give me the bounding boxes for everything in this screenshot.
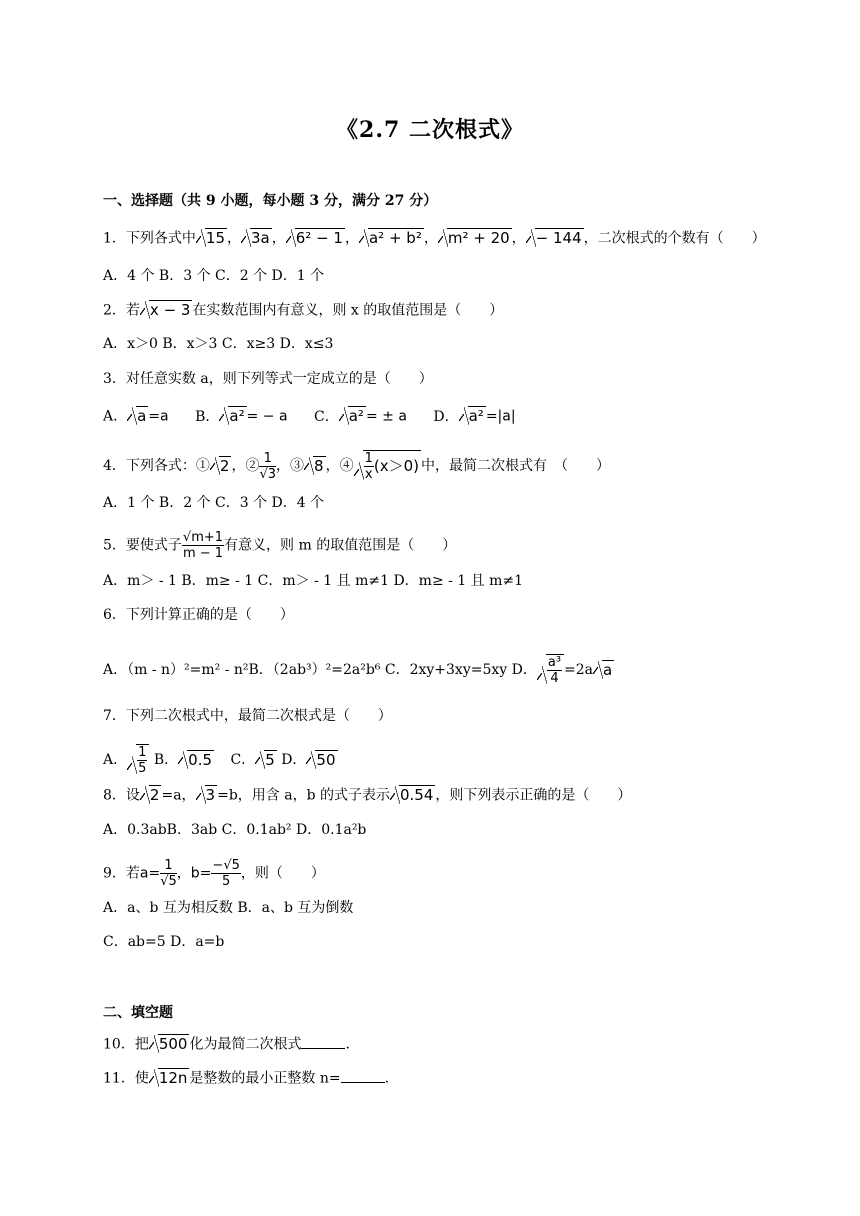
section-multiple-choice-heading: 一、选择题（共 9 小题，每小题 3 分，满分 27 分） bbox=[103, 193, 438, 209]
radical: 3 bbox=[196, 785, 218, 806]
radical: $\frac{1}{5}$ bbox=[127, 744, 149, 776]
radical: a bbox=[127, 406, 148, 427]
answer-blank[interactable] bbox=[301, 1036, 345, 1049]
radical: a² bbox=[219, 406, 246, 427]
question-8-options: A．0.3abB．3ab C．0.1ab² D．0.1a²b bbox=[103, 822, 367, 838]
radical: a² + b² bbox=[359, 228, 424, 249]
question-3: 3．对任意实数 a，则下列等式一定成立的是（ ） bbox=[103, 371, 433, 387]
section-fill-blank-heading: 二、填空题 bbox=[103, 1005, 173, 1021]
radical: 2 bbox=[140, 785, 162, 806]
radical: a² bbox=[339, 406, 366, 427]
radical: $\frac{1}{x}$ (x＞0) bbox=[354, 450, 421, 482]
radical: 3a bbox=[241, 228, 272, 249]
radical: 12n bbox=[149, 1068, 190, 1089]
answer-blank[interactable] bbox=[341, 1070, 385, 1083]
radical: 8 bbox=[304, 456, 326, 477]
radical: a² bbox=[459, 406, 486, 427]
radical: 6² − 1 bbox=[286, 228, 345, 249]
radical: − 144 bbox=[526, 228, 584, 249]
question-1-options: A．4 个 B．3 个 C．2 个 D．1 个 bbox=[103, 268, 325, 284]
question-4-options: A．1 个 B．2 个 C．3 个 D．4 个 bbox=[103, 495, 325, 511]
radical: $\frac{\text{a³}}{4}$ bbox=[537, 654, 564, 686]
question-9-options-1: A．a、b 互为相反数 B．a、b 互为倒数 bbox=[103, 900, 354, 916]
fraction: $\frac{√m+1}{m - 1}$ bbox=[182, 530, 224, 561]
question-5-options: A．m＞ - 1 B．m≥ - 1 C．m＞ - 1 且 m≠1 D．m≥ - 1 且 m≠1 bbox=[103, 573, 524, 589]
radical: m² + 20 bbox=[438, 228, 512, 249]
fraction: $\frac{-√5}{5}$ bbox=[212, 858, 240, 889]
question-7: 7．下列二次根式中，最简二次根式是（ ） bbox=[103, 708, 392, 724]
question-6-options: A．（m - n）²=m² - n²B．（2ab³）²=2a²b⁶ C．2xy+3xy=5xy D． $\frac{\text{a³}}{4}$ =2a a bbox=[103, 655, 613, 686]
fraction: $\frac{1}{√3}$ bbox=[259, 450, 277, 482]
question-9-options-2: C．ab=5 D．a=b bbox=[103, 934, 225, 950]
question-6: 6．下列计算正确的是（ ） bbox=[103, 607, 294, 623]
radical: x − 3 bbox=[140, 300, 193, 321]
radical: 500 bbox=[149, 1034, 190, 1055]
question-1: 1．下列各式中 15 ， 3a ， 6² − 1 ， a² + b² ， m² + 20 ， − 144 ，二次根式的个数有（ ） bbox=[103, 229, 766, 247]
question-8: 8．设 2 =a， 3 =b，用含 a，b 的式子表示 0.54 ，则下列表示正确的是（ ） bbox=[103, 786, 632, 804]
question-3-options: A． a =a B． a² = − a C． a² = ± a D． a² =|a| bbox=[103, 407, 516, 425]
radical: 2 bbox=[210, 456, 232, 477]
radical: 5 bbox=[255, 750, 277, 771]
radical: 15 bbox=[196, 228, 227, 249]
question-4: 4．下列各式：① 2 ，② $\frac{1}{√3}$ ，③ 8 ，④ $\frac{1}{x}$ (x＞0) 中，最简二次根式有 （ ） bbox=[103, 450, 610, 482]
question-10: 10．把 500 化为最简二次根式 . bbox=[103, 1035, 350, 1053]
page-title: 《2.7 二次根式》 bbox=[336, 117, 524, 143]
question-5: 5．要使式子 $\frac{√m+1}{m - 1}$ 有意义，则 m 的取值范围是（ ） bbox=[103, 530, 457, 561]
radical: a bbox=[593, 660, 614, 681]
radical: 0.54 bbox=[390, 785, 435, 806]
radical: 50 bbox=[306, 750, 337, 771]
radical: 0.5 bbox=[178, 750, 214, 771]
question-7-options: A． $\frac{1}{5}$ B． 0.5 C． 5 D． 50 bbox=[103, 745, 336, 776]
question-9: 9．若a= $\frac{1}{√5}$ ，b= $\frac{-√5}{5}$ ，则（ ） bbox=[103, 858, 325, 889]
question-2: 2．若 x − 3 在实数范围内有意义，则 x 的取值范围是（ ） bbox=[103, 301, 504, 319]
fraction: $\frac{1}{√5}$ bbox=[160, 858, 177, 889]
question-2-options: A．x＞0 B．x＞3 C．x≥3 D．x≤3 bbox=[103, 336, 334, 352]
question-11: 11．使 12n 是整数的最小正整数 n= . bbox=[103, 1069, 390, 1087]
